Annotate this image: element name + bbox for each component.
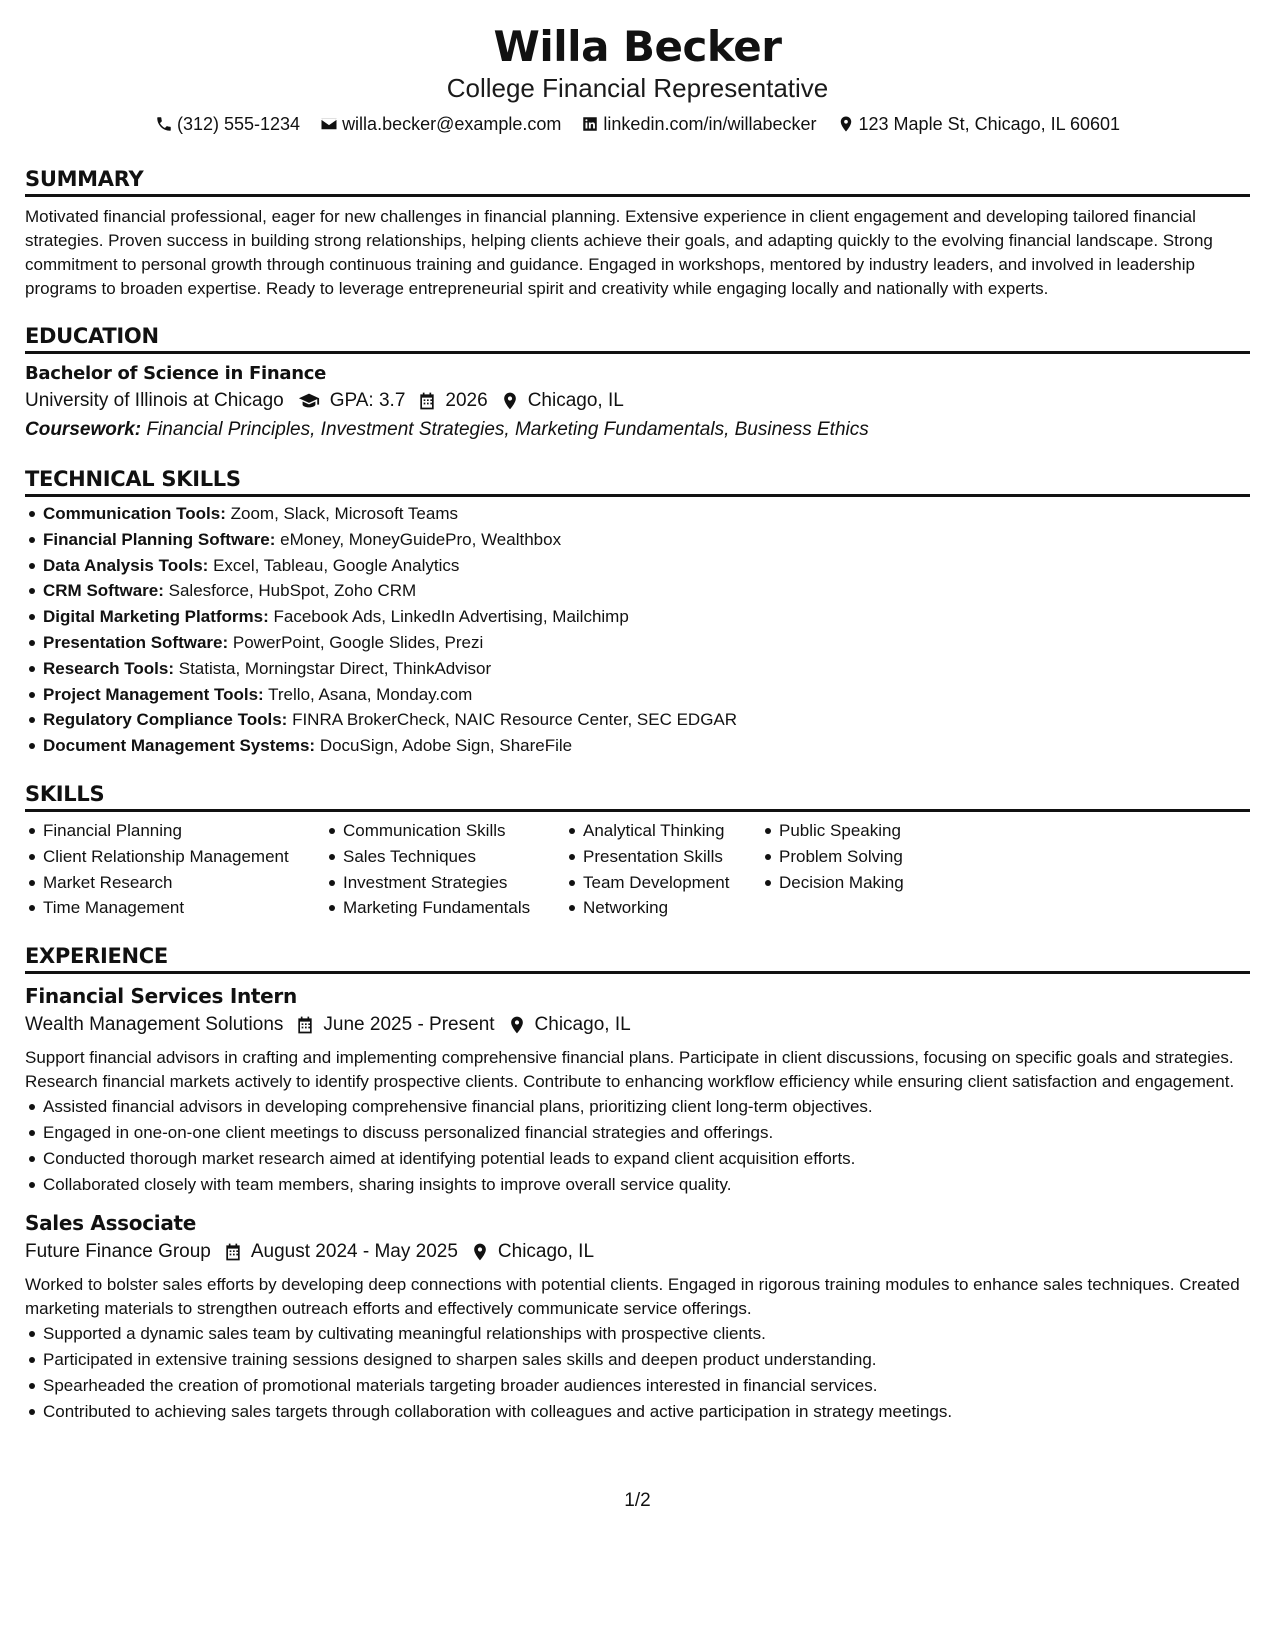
list-item: Marketing Fundamentals — [343, 895, 565, 921]
job-entry — [25, 1209, 1250, 1424]
calendar-icon — [295, 1015, 315, 1035]
skill-category: Digital Marketing Platforms: — [43, 607, 269, 627]
list-item: Participated in extensive training sessions designed to sharpen sales skills and deepen product understanding. — [43, 1347, 1250, 1373]
coursework-text: Financial Principles, Investment Strategies, Marketing Fundamentals, Business Ethics — [146, 419, 869, 440]
list-item: Engaged in one-on-one client meetings to discuss personalized financial strategies and offerings. — [43, 1120, 1250, 1146]
list-item: Client Relationship Management — [43, 844, 325, 870]
technical-skills-heading: TECHNICAL SKILLS — [25, 466, 1250, 497]
skill-values: Trello, Asana, Monday.com — [268, 684, 473, 704]
list-item: Market Research — [43, 870, 325, 896]
contact-bar — [25, 112, 1250, 136]
education-location-text: Chicago, IL — [527, 390, 624, 411]
location-text: Chicago, IL — [497, 1241, 595, 1263]
skill-category: CRM Software: — [43, 581, 164, 601]
job-bullets — [25, 1321, 1250, 1424]
list-item — [43, 630, 1250, 656]
linkedin-text: linkedin.com/in/willabecker — [603, 114, 817, 134]
map-pin-icon — [507, 1015, 527, 1035]
list-item — [43, 733, 1250, 759]
map-pin-icon — [470, 1242, 490, 1262]
list-item: Public Speaking — [779, 818, 979, 844]
contact-linkedin[interactable] — [581, 112, 816, 136]
skills-column — [25, 818, 325, 921]
job-summary: Support financial advisors in crafting and implementing comprehensive financial plans. Participate in client discussions, focusing on specific goals and strategies. Research financial markets actively to identify prospective clients. Contribute to enhancing workflow efficiency while ensuring client satisfaction and engagement. — [25, 1048, 1235, 1092]
graduation-cap-icon — [296, 390, 322, 412]
job-location — [470, 1237, 594, 1267]
job-summary: Worked to bolster sales efforts by developing deep connections with potential clients. Engaged in rigorous training modules to enhance sales techniques. Created marketing materials to strengthen outreach efforts and effectively communicate service offerings. — [25, 1275, 1240, 1319]
list-item — [43, 527, 1250, 553]
job-title: Financial Services Intern — [25, 984, 297, 1009]
skills-column — [761, 818, 979, 921]
job-entry — [25, 982, 1250, 1197]
experience-section — [25, 943, 1250, 1424]
list-item: Problem Solving — [779, 844, 979, 870]
education-location — [500, 386, 624, 416]
calendar-icon — [417, 391, 437, 411]
list-item: Conducted thorough market research aimed at identifying potential leads to expand client acquisition efforts. — [43, 1146, 1250, 1172]
job-location — [507, 1010, 631, 1040]
list-item — [43, 578, 1250, 604]
skills-heading: SKILLS — [25, 781, 1250, 812]
list-item — [43, 553, 1250, 579]
skill-values: Facebook Ads, LinkedIn Advertising, Mailchimp — [273, 607, 629, 627]
list-item: Sales Techniques — [343, 844, 565, 870]
gpa-text: GPA: 3.7 — [329, 390, 406, 411]
list-item — [43, 501, 1250, 527]
skills-grid — [25, 818, 1250, 921]
experience-heading: EXPERIENCE — [25, 943, 1250, 974]
skill-values: eMoney, MoneyGuidePro, Wealthbox — [280, 529, 562, 549]
contact-phone[interactable] — [155, 112, 300, 136]
skill-category: Document Management Systems: — [43, 736, 316, 756]
envelope-icon — [320, 115, 338, 133]
year-text: 2026 — [445, 390, 488, 411]
map-pin-icon — [837, 115, 855, 133]
candidate-title: College Financial Representative — [446, 73, 829, 103]
summary-section — [25, 166, 1250, 301]
skill-values: DocuSign, Adobe Sign, ShareFile — [319, 736, 573, 756]
email-text: willa.becker@example.com — [342, 114, 562, 134]
location-text: Chicago, IL — [534, 1014, 631, 1036]
skills-column — [565, 818, 761, 921]
skills-column — [325, 818, 565, 921]
phone-icon — [155, 115, 173, 133]
company-name — [25, 1010, 283, 1040]
list-item — [43, 682, 1250, 708]
list-item — [43, 707, 1250, 733]
skill-category: Data Analysis Tools: — [43, 555, 209, 575]
summary-text: Motivated financial professional, eager for new challenges in financial planning. Extensive experience in client engagement and developing tailored financial strategies. Proven success in building strong relationships, helping clients achieve their goals, and adapting quickly to the evolving financial landscape. Strong commitment to personal growth through continuous training and guidance. Engaged in workshops, mentored by industry leaders, and involved in leadership programs to broaden expertise. Ready to leverage entrepreneurial spirit and creativity while engaging locally and nationally with experts. — [25, 207, 1213, 298]
skill-category: Financial Planning Software: — [43, 529, 276, 549]
dates-text: June 2025 - Present — [323, 1014, 495, 1036]
technical-skills-section — [25, 466, 1250, 759]
address-text: 123 Maple St, Chicago, IL 60601 — [858, 114, 1121, 134]
list-item: Investment Strategies — [343, 870, 565, 896]
dates-text: August 2024 - May 2025 — [250, 1241, 458, 1263]
phone-text: (312) 555-1234 — [176, 114, 301, 134]
job-dates — [295, 1010, 494, 1040]
list-item: Collaborated closely with team members, sharing insights to improve overall service quality. — [43, 1172, 1250, 1198]
candidate-name: Willa Becker — [493, 22, 782, 71]
degree-title: Bachelor of Science in Finance — [25, 363, 327, 384]
resume-page — [25, 22, 1250, 1425]
list-item — [43, 656, 1250, 682]
education-meta — [25, 386, 1250, 416]
skill-values: Zoom, Slack, Microsoft Teams — [230, 504, 458, 523]
company-text: Future Finance Group — [25, 1241, 211, 1263]
job-meta — [25, 1237, 1250, 1267]
list-item: Decision Making — [779, 870, 979, 896]
gpa-item — [296, 386, 406, 416]
list-item — [43, 604, 1250, 630]
list-item: Team Development — [583, 870, 761, 896]
skill-category: Regulatory Compliance Tools: — [43, 710, 288, 730]
list-item: Assisted financial advisors in developing comprehensive financial plans, prioritizing client long-term objectives. — [43, 1094, 1250, 1120]
coursework-label: Coursework: — [25, 419, 142, 440]
education-section — [25, 323, 1250, 444]
page-number: 1/2 — [624, 1490, 651, 1511]
job-meta — [25, 1010, 1250, 1040]
list-item: Spearheaded the creation of promotional materials targeting broader audiences interested in financial services. — [43, 1373, 1250, 1399]
map-pin-icon — [500, 391, 520, 411]
list-item: Contributed to achieving sales targets through collaboration with colleagues and active participation in strategy meetings. — [43, 1399, 1250, 1425]
job-bullets — [25, 1094, 1250, 1197]
skill-values: Salesforce, HubSpot, Zoho CRM — [168, 581, 417, 601]
skill-values: FINRA BrokerCheck, NAIC Resource Center, SEC EDGAR — [292, 710, 738, 730]
list-item: Communication Skills — [343, 818, 565, 844]
school-text: University of Illinois at Chicago — [25, 390, 284, 411]
coursework — [25, 416, 1250, 444]
contact-email[interactable] — [320, 112, 561, 136]
skill-category: Communication Tools: — [43, 504, 226, 523]
list-item: Supported a dynamic sales team by cultivating meaningful relationships with prospective clients. — [43, 1321, 1250, 1347]
summary-heading: SUMMARY — [25, 166, 1250, 197]
list-item: Analytical Thinking — [583, 818, 761, 844]
contact-address — [837, 112, 1121, 136]
list-item: Time Management — [43, 895, 325, 921]
linkedin-icon — [581, 115, 599, 133]
job-dates — [223, 1237, 458, 1267]
calendar-icon — [223, 1242, 243, 1262]
technical-skills-list — [25, 501, 1250, 759]
list-item: Financial Planning — [43, 818, 325, 844]
skill-category: Project Management Tools: — [43, 684, 264, 704]
skill-values: PowerPoint, Google Slides, Prezi — [232, 632, 484, 652]
list-item: Presentation Skills — [583, 844, 761, 870]
education-heading: EDUCATION — [25, 323, 1250, 354]
company-name — [25, 1237, 211, 1267]
skill-values: Excel, Tableau, Google Analytics — [213, 555, 460, 575]
year-item — [417, 386, 487, 416]
skill-category: Presentation Software: — [43, 632, 229, 652]
skill-values: Statista, Morningstar Direct, ThinkAdvisor — [178, 658, 492, 678]
skills-section — [25, 781, 1250, 921]
school-name — [25, 386, 284, 416]
list-item: Networking — [583, 895, 761, 921]
job-title: Sales Associate — [25, 1211, 197, 1236]
company-text: Wealth Management Solutions — [25, 1014, 284, 1036]
skill-category: Research Tools: — [43, 658, 175, 678]
